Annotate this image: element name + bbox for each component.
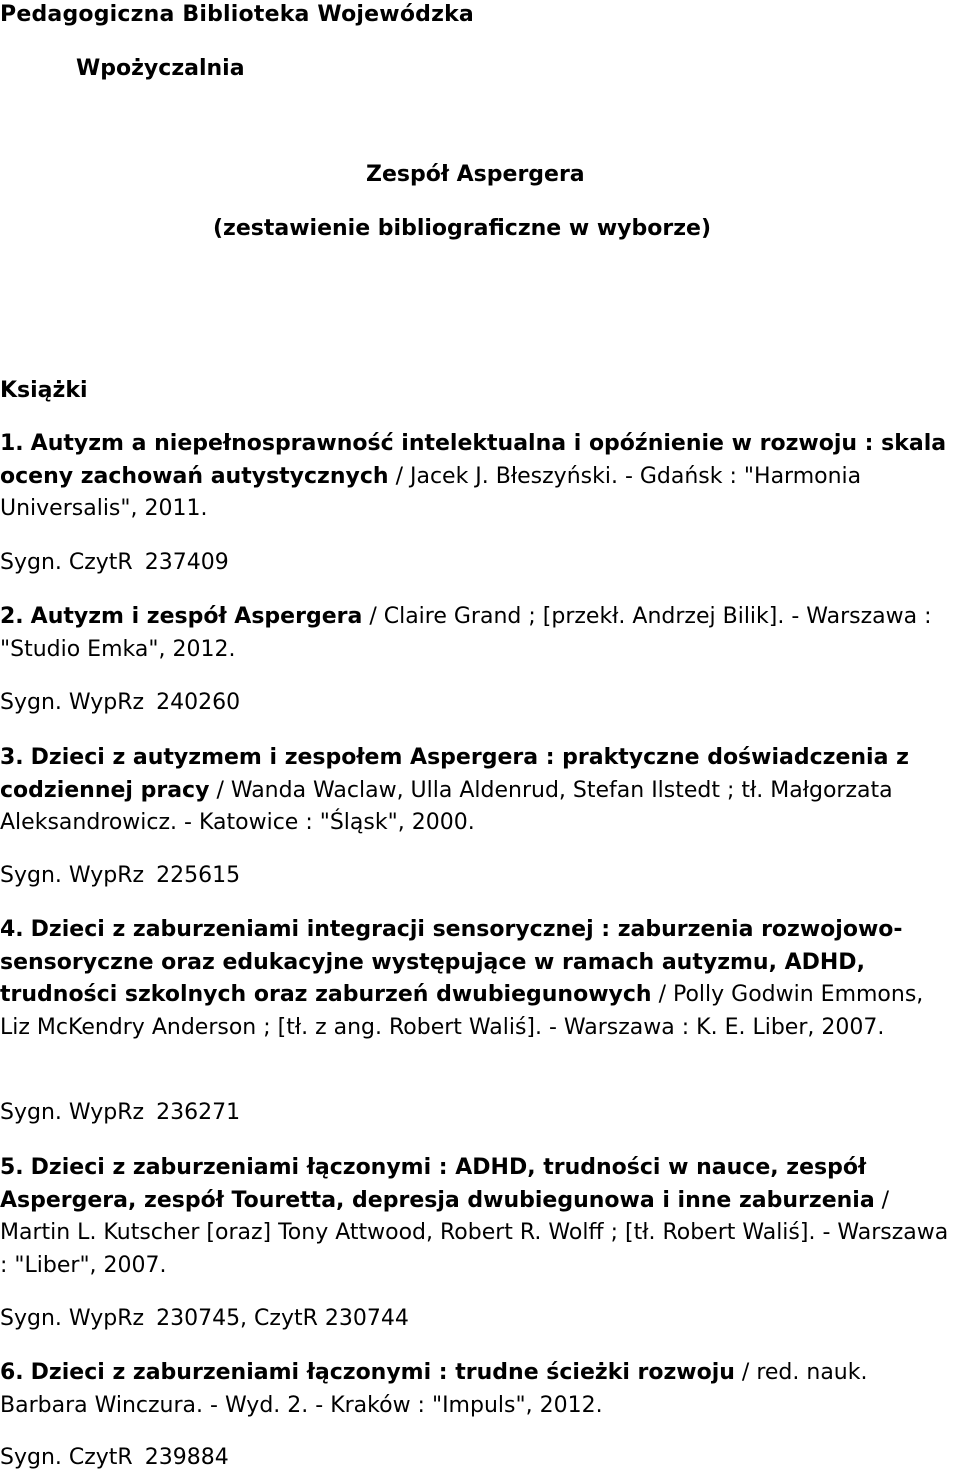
signature-value: 240260 xyxy=(156,690,241,715)
entry-signature xyxy=(0,548,229,578)
bibliography-entry xyxy=(0,1357,960,1422)
bibliography-entry xyxy=(0,1152,960,1282)
library-name: Pedagogiczna Biblioteka Wojewódzka xyxy=(0,2,474,27)
signature-value: 236271 xyxy=(156,1100,241,1125)
entry-title: Dzieci z zaburzeniami łączonymi : ADHD, trudności w nauce, zespół Aspergera, zespół Touretta, depresja dwubiegunowa i inne zaburzenia xyxy=(0,1155,875,1213)
entry-number: 1. xyxy=(0,431,24,456)
bibliography-entry xyxy=(0,742,960,840)
entry-signature xyxy=(0,861,240,891)
signature-label: Sygn. WypRz xyxy=(0,1100,145,1125)
entry-number: 3. xyxy=(0,745,24,770)
signature-label: Sygn. WypRz xyxy=(0,690,145,715)
entry-number: 6. xyxy=(0,1360,24,1385)
entry-details: / red. nauk. Barbara Winczura. - Wyd. 2. - Kraków : "Impuls", 2012. xyxy=(0,1360,868,1418)
signature-label: Sygn. CzytR xyxy=(0,550,133,575)
bibliography-entry xyxy=(0,914,960,1044)
entry-details: / Jacek J. Błeszyński. - Gdańsk : "Harmonia Universalis", 2011. xyxy=(0,463,862,522)
entry-title: Dzieci z zaburzeniami łączonymi : trudne ścieżki rozwoju xyxy=(30,1360,735,1385)
entry-signature xyxy=(0,688,240,718)
entry-details: / Martin L. Kutscher [oraz] Tony Attwood, Robert R. Wolff ; [tł. Robert Waliś]. - Warszawa : "Liber", 2007. xyxy=(0,1187,949,1278)
entry-number: 2. xyxy=(0,604,24,629)
entry-signature xyxy=(0,1443,229,1473)
bibliography-entry xyxy=(0,601,960,666)
bibliography-entry xyxy=(0,428,960,526)
entry-details: / Polly Godwin Emmons, Liz McKendry Anderson ; [tł. z ang. Robert Waliś]. - Warszawa : K. E. Liber, 2007. xyxy=(0,982,924,1040)
signature-label: Sygn. CzytR xyxy=(0,1445,133,1470)
entry-signature xyxy=(0,1098,240,1128)
signature-value: 230745, CzytR 230744 xyxy=(156,1306,409,1331)
entry-title: Dzieci z autyzmem i zespołem Aspergera : praktyczne doświadczenia z codziennej pracy xyxy=(0,745,909,803)
entry-title: Autyzm i zespół Aspergera xyxy=(30,604,363,629)
entry-title: Autyzm a niepełnosprawność intelektualna i opóźnienie w rozwoju : skala oceny zachowań autystycznych xyxy=(0,431,947,489)
signature-value: 225615 xyxy=(156,863,241,888)
page-subtitle: (zestawienie bibliograficzne w wyborze) xyxy=(213,216,712,241)
section-heading: Książki xyxy=(0,378,88,403)
entry-details: / Wanda Waclaw, Ulla Aldenrud, Stefan Ilstedt ; tł. Małgorzata Aleksandrowicz. - Katowice : "Śląsk", 2000. xyxy=(0,777,893,836)
entry-signature xyxy=(0,1304,409,1334)
signature-value: 239884 xyxy=(144,1445,229,1470)
entry-details: / Claire Grand ; [przekł. Andrzej Bilik]. - Warszawa : "Studio Emka", 2012. xyxy=(0,604,932,662)
entry-title: Dzieci z zaburzeniami integracji sensorycznej : zaburzenia rozwojowo-sensoryczne oraz edukacyjne występujące w ramach autyzmu, ADHD, trudności szkolnych oraz zaburzeń dwubiegunowych xyxy=(0,917,903,1008)
entry-number: 5. xyxy=(0,1155,24,1180)
page-title: Zespół Aspergera xyxy=(366,162,585,187)
signature-label: Sygn. WypRz xyxy=(0,1306,145,1331)
signature-label: Sygn. WypRz xyxy=(0,863,145,888)
entry-number: 4. xyxy=(0,917,24,942)
signature-value: 237409 xyxy=(144,550,229,575)
department-name: Wpożyczalnia xyxy=(76,56,245,81)
